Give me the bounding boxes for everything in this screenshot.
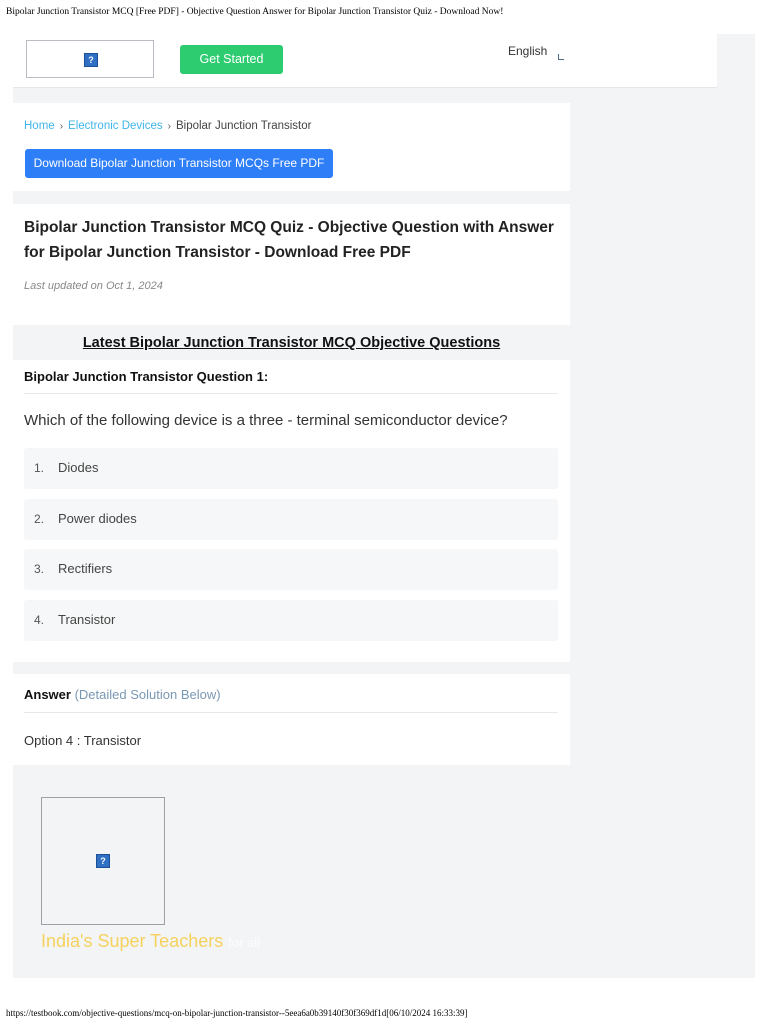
broken-image-icon: ? <box>84 53 98 67</box>
option-number: 2. <box>34 512 45 526</box>
print-footer-url: https://testbook.com/objective-questions/mcq-on-bipolar-junction-transistor--5eea6a0b39140f30f369df1d[06/10/2024 16:33:39] <box>6 1008 468 1018</box>
divider <box>24 712 558 713</box>
download-pdf-button[interactable]: Download Bipolar Junction Transistor MCQs Free PDF <box>25 149 333 178</box>
promo-banner <box>41 931 260 952</box>
option-text: Transistor <box>58 612 116 627</box>
get-started-button[interactable]: Get Started <box>180 45 283 74</box>
option-number: 1. <box>34 461 45 475</box>
answer-text: Option 4 : Transistor <box>24 733 142 748</box>
breadcrumb-card <box>13 103 570 191</box>
question-label: Bipolar Junction Transistor Question 1: <box>24 369 269 384</box>
broken-image-icon: ? <box>96 854 110 868</box>
title-card <box>13 204 570 325</box>
section-heading: Latest Bipolar Junction Transistor MCQ Objective Questions <box>82 335 501 351</box>
option-4[interactable] <box>24 600 558 641</box>
breadcrumb <box>24 120 311 132</box>
option-text: Rectifiers <box>58 561 113 576</box>
answer-heading <box>24 687 221 702</box>
divider <box>24 393 558 394</box>
print-header-title: Bipolar Junction Transistor MCQ [Free PDF] - Objective Question Answer for Bipolar Junction Transistor Quiz - Download Now! <box>6 7 504 17</box>
option-text: Power diodes <box>58 511 137 526</box>
breadcrumb-separator-icon: › <box>59 121 64 132</box>
question-text: Which of the following device is a three - terminal semiconductor device? <box>24 412 508 429</box>
question-card <box>13 360 570 662</box>
breadcrumb-separator-icon: › <box>167 121 171 132</box>
last-updated: Last updated on Oct 1, 2024 <box>24 280 163 292</box>
promo-image <box>41 797 165 925</box>
breadcrumb-current: Bipolar Junction Transistor <box>175 120 312 132</box>
option-number: 4. <box>34 613 45 627</box>
answer-card <box>13 674 570 765</box>
option-text: Diodes <box>58 460 99 475</box>
breadcrumb-home-link[interactable]: Home <box>24 120 55 132</box>
language-selector[interactable]: English <box>508 44 548 58</box>
promo-title: India's Super Teachers <box>41 931 224 951</box>
option-2[interactable] <box>24 499 558 540</box>
chevron-down-icon[interactable] <box>558 54 564 60</box>
site-header <box>13 34 717 88</box>
page-title: Bipolar Junction Transistor MCQ Quiz - Objective Question with Answer for Bipolar Junction Transistor - Download Free PDF <box>24 219 554 261</box>
option-3[interactable] <box>24 549 558 590</box>
detailed-solution-link[interactable]: (Detailed Solution Below) <box>74 687 221 702</box>
site-logo[interactable] <box>26 40 154 78</box>
promo-subtitle: for all <box>228 935 261 950</box>
option-number: 3. <box>34 562 45 576</box>
option-1[interactable] <box>24 448 558 489</box>
answer-label: Answer <box>24 687 71 702</box>
breadcrumb-category-link[interactable]: Electronic Devices <box>68 120 163 132</box>
